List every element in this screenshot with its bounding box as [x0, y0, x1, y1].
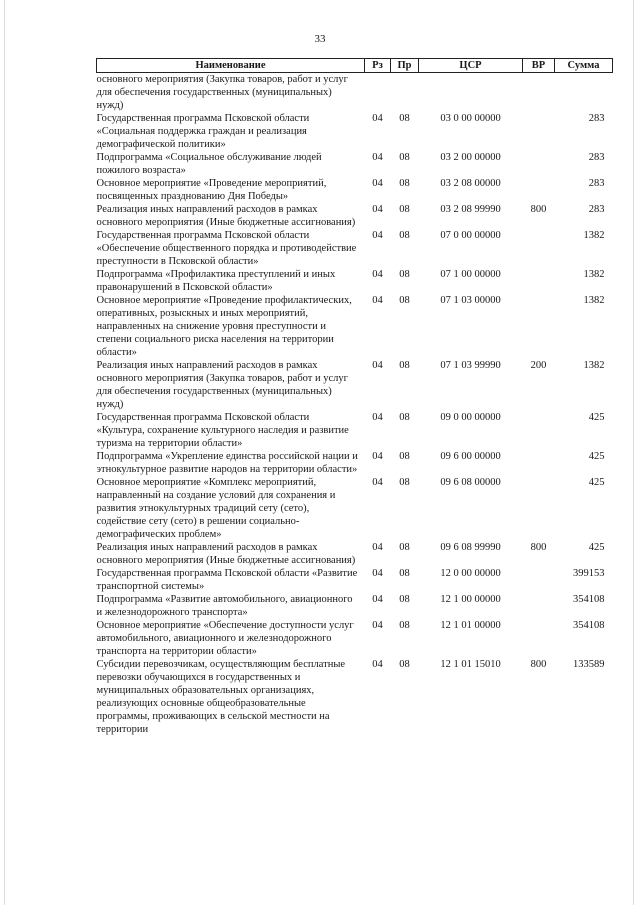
vr-cell — [523, 177, 555, 203]
name-cell: Основное мероприятие «Проведение мероприятий, посвященных празднованию Дня Победы» — [96, 178, 327, 202]
pr-cell: 08 — [399, 451, 410, 462]
pr-cell: 08 — [399, 204, 410, 215]
name-cell: Основное мероприятие «Обеспечение доступности услуг автомобильного, авиационного и железнодорожного транспорта на территории области» — [96, 620, 354, 657]
pr-cell: 08 — [399, 152, 410, 163]
csr-cell: 09 6 00 00000 — [440, 451, 501, 462]
scan-edge-right — [633, 0, 634, 905]
rz-cell: 04 — [372, 295, 383, 306]
table-row — [97, 411, 613, 450]
rz-cell: 04 — [372, 568, 383, 579]
csr-cell: 09 0 00 00000 — [440, 412, 501, 423]
rz-cell: 04 — [372, 269, 383, 280]
name-cell: Реализация иных направлений расходов в рамках основного мероприятия (Закупка товаров, работ и услуг для обеспечения государственных (муниципальных) нужд) — [96, 360, 348, 410]
sum-cell: 283 — [588, 178, 605, 189]
vr-cell — [523, 593, 555, 619]
vr-cell — [523, 73, 555, 113]
rz-cell: 04 — [372, 620, 383, 631]
header-rz: Рз — [365, 59, 391, 73]
rz-cell: 04 — [372, 412, 383, 423]
name-cell: Государственная программа Псковской области «Культура, сохранение культурного наследия и развитие туризма на территории области» — [96, 412, 349, 449]
name-cell: Государственная программа Псковской области «Социальная поддержка граждан и реализация демографической политики» — [96, 113, 310, 150]
name-cell: Подпрограмма «Развитие автомобильного, авиационного и железнодорожного транспорта» — [96, 594, 353, 618]
csr-cell: 03 2 08 00000 — [440, 178, 501, 189]
vr-cell — [523, 450, 555, 476]
rz-cell: 04 — [372, 659, 383, 670]
name-cell: Основное мероприятие «Комплекс мероприятий, направленный на создание условий для сохранения и развития этнокультурных традиций сету (сето), содействие сету (сето) в решении социально-демографических проблем» — [96, 477, 336, 540]
name-cell: Реализация иных направлений расходов в рамках основного мероприятия (Иные бюджетные ассигнования) — [96, 542, 356, 566]
sum-cell: 1382 — [583, 230, 605, 241]
table-row — [97, 268, 613, 294]
csr-cell: 09 6 08 99990 — [440, 542, 501, 553]
rz-cell: 04 — [372, 152, 383, 163]
name-cell: Государственная программа Псковской области «Развитие транспортной системы» — [96, 568, 358, 592]
csr-cell: 12 1 01 15010 — [440, 659, 501, 670]
csr-cell: 03 2 08 99990 — [440, 204, 501, 215]
sum-cell: 399153 — [573, 568, 605, 579]
pr-cell: 08 — [399, 568, 410, 579]
table-body — [97, 73, 613, 737]
sum-cell: 425 — [588, 542, 605, 553]
header-csr: ЦСР — [419, 59, 523, 73]
vr-cell — [523, 229, 555, 268]
name-cell: Реализация иных направлений расходов в рамках основного мероприятия (Иные бюджетные ассигнования) — [96, 204, 356, 228]
table-row — [97, 476, 613, 541]
pr-cell: 08 — [399, 230, 410, 241]
rz-cell — [365, 73, 391, 113]
table-row — [97, 177, 613, 203]
pr-cell: 08 — [399, 412, 410, 423]
vr-cell — [523, 619, 555, 658]
table-row — [97, 203, 613, 229]
name-cell: основного мероприятия (Закупка товаров, работ и услуг для обеспечения государственных (муниципальных) нужд) — [96, 74, 348, 111]
name-cell: Подпрограмма «Профилактика преступлений и иных правонарушений в Псковской области» — [96, 269, 336, 293]
pr-cell: 08 — [399, 477, 410, 488]
sum-cell — [555, 73, 613, 113]
name-cell: Подпрограмма «Социальное обслуживание людей пожилого возраста» — [96, 152, 322, 176]
vr-cell — [523, 151, 555, 177]
sum-cell: 354108 — [573, 594, 605, 605]
sum-cell: 133589 — [573, 659, 605, 670]
csr-cell: 07 1 00 00000 — [440, 269, 501, 280]
vr-cell: 800 — [530, 659, 547, 670]
vr-cell — [523, 112, 555, 151]
pr-cell: 08 — [399, 659, 410, 670]
sum-cell: 1382 — [583, 295, 605, 306]
vr-cell — [523, 411, 555, 450]
table-header-row — [97, 59, 613, 73]
table-row — [97, 541, 613, 567]
table-row — [97, 567, 613, 593]
pr-cell: 08 — [399, 620, 410, 631]
vr-cell — [523, 476, 555, 541]
vr-cell: 800 — [530, 542, 547, 553]
csr-cell: 09 6 08 00000 — [440, 477, 501, 488]
rz-cell: 04 — [372, 451, 383, 462]
rz-cell: 04 — [372, 204, 383, 215]
name-cell: Основное мероприятие «Проведение профилактических, оперативных, розыскных и иных мероприятий, направленных на снижение уровня преступности и степени социального риска населения на территории области» — [96, 295, 352, 358]
csr-cell: 07 0 00 00000 — [440, 230, 501, 241]
sum-cell: 425 — [588, 477, 605, 488]
pr-cell: 08 — [399, 113, 410, 124]
pr-cell: 08 — [399, 360, 410, 371]
vr-cell — [523, 567, 555, 593]
csr-cell: 12 1 00 00000 — [440, 594, 501, 605]
pr-cell — [391, 73, 419, 113]
table-row — [97, 294, 613, 359]
name-cell: Государственная программа Псковской области «Обеспечение общественного порядка и противодействие преступности в Псковской области» — [96, 230, 357, 267]
csr-cell: 03 0 00 00000 — [440, 113, 501, 124]
sum-cell: 283 — [588, 113, 605, 124]
sum-cell: 425 — [588, 451, 605, 462]
table-row — [97, 593, 613, 619]
table-row — [97, 229, 613, 268]
table-row — [97, 619, 613, 658]
table-row — [97, 359, 613, 411]
vr-cell — [523, 294, 555, 359]
rz-cell: 04 — [372, 113, 383, 124]
csr-cell: 07 1 03 99990 — [440, 360, 501, 371]
rz-cell: 04 — [372, 360, 383, 371]
table-row — [97, 450, 613, 476]
pr-cell: 08 — [399, 295, 410, 306]
vr-cell — [523, 268, 555, 294]
csr-cell: 07 1 03 00000 — [440, 295, 501, 306]
sum-cell: 354108 — [573, 620, 605, 631]
table-row — [97, 151, 613, 177]
page-number: 33 — [314, 33, 326, 45]
table-row — [97, 73, 613, 113]
header-pr: Пр — [391, 59, 419, 73]
vr-cell: 200 — [530, 360, 547, 371]
table-row — [97, 112, 613, 151]
pr-cell: 08 — [399, 178, 410, 189]
rz-cell: 04 — [372, 594, 383, 605]
pr-cell: 08 — [399, 269, 410, 280]
sum-cell: 1382 — [583, 269, 605, 280]
name-cell: Субсидии перевозчикам, осуществляющим бесплатные перевозки обучающихся в государственных и муниципальных образовательных организациях, реализующих основные общеобразовательные программы, проживающих в сельской местности на территории — [96, 659, 346, 735]
rz-cell: 04 — [372, 230, 383, 241]
sum-cell: 283 — [588, 152, 605, 163]
rz-cell: 04 — [372, 178, 383, 189]
pr-cell: 08 — [399, 594, 410, 605]
table-row — [97, 658, 613, 736]
header-vr: ВР — [523, 59, 555, 73]
csr-cell — [419, 73, 523, 113]
scan-edge-left — [4, 0, 5, 905]
sum-cell: 283 — [588, 204, 605, 215]
csr-cell: 12 0 00 00000 — [440, 568, 501, 579]
csr-cell: 12 1 01 00000 — [440, 620, 501, 631]
budget-table — [96, 58, 613, 736]
sum-cell: 1382 — [583, 360, 605, 371]
pr-cell: 08 — [399, 542, 410, 553]
header-sum: Сумма — [555, 59, 613, 73]
sum-cell: 425 — [588, 412, 605, 423]
csr-cell: 03 2 00 00000 — [440, 152, 501, 163]
rz-cell: 04 — [372, 542, 383, 553]
header-name: Наименование — [97, 59, 365, 73]
vr-cell: 800 — [530, 204, 547, 215]
name-cell: Подпрограмма «Укрепление единства российской нации и этнокультурное развитие народов на территории области» — [96, 451, 358, 475]
rz-cell: 04 — [372, 477, 383, 488]
